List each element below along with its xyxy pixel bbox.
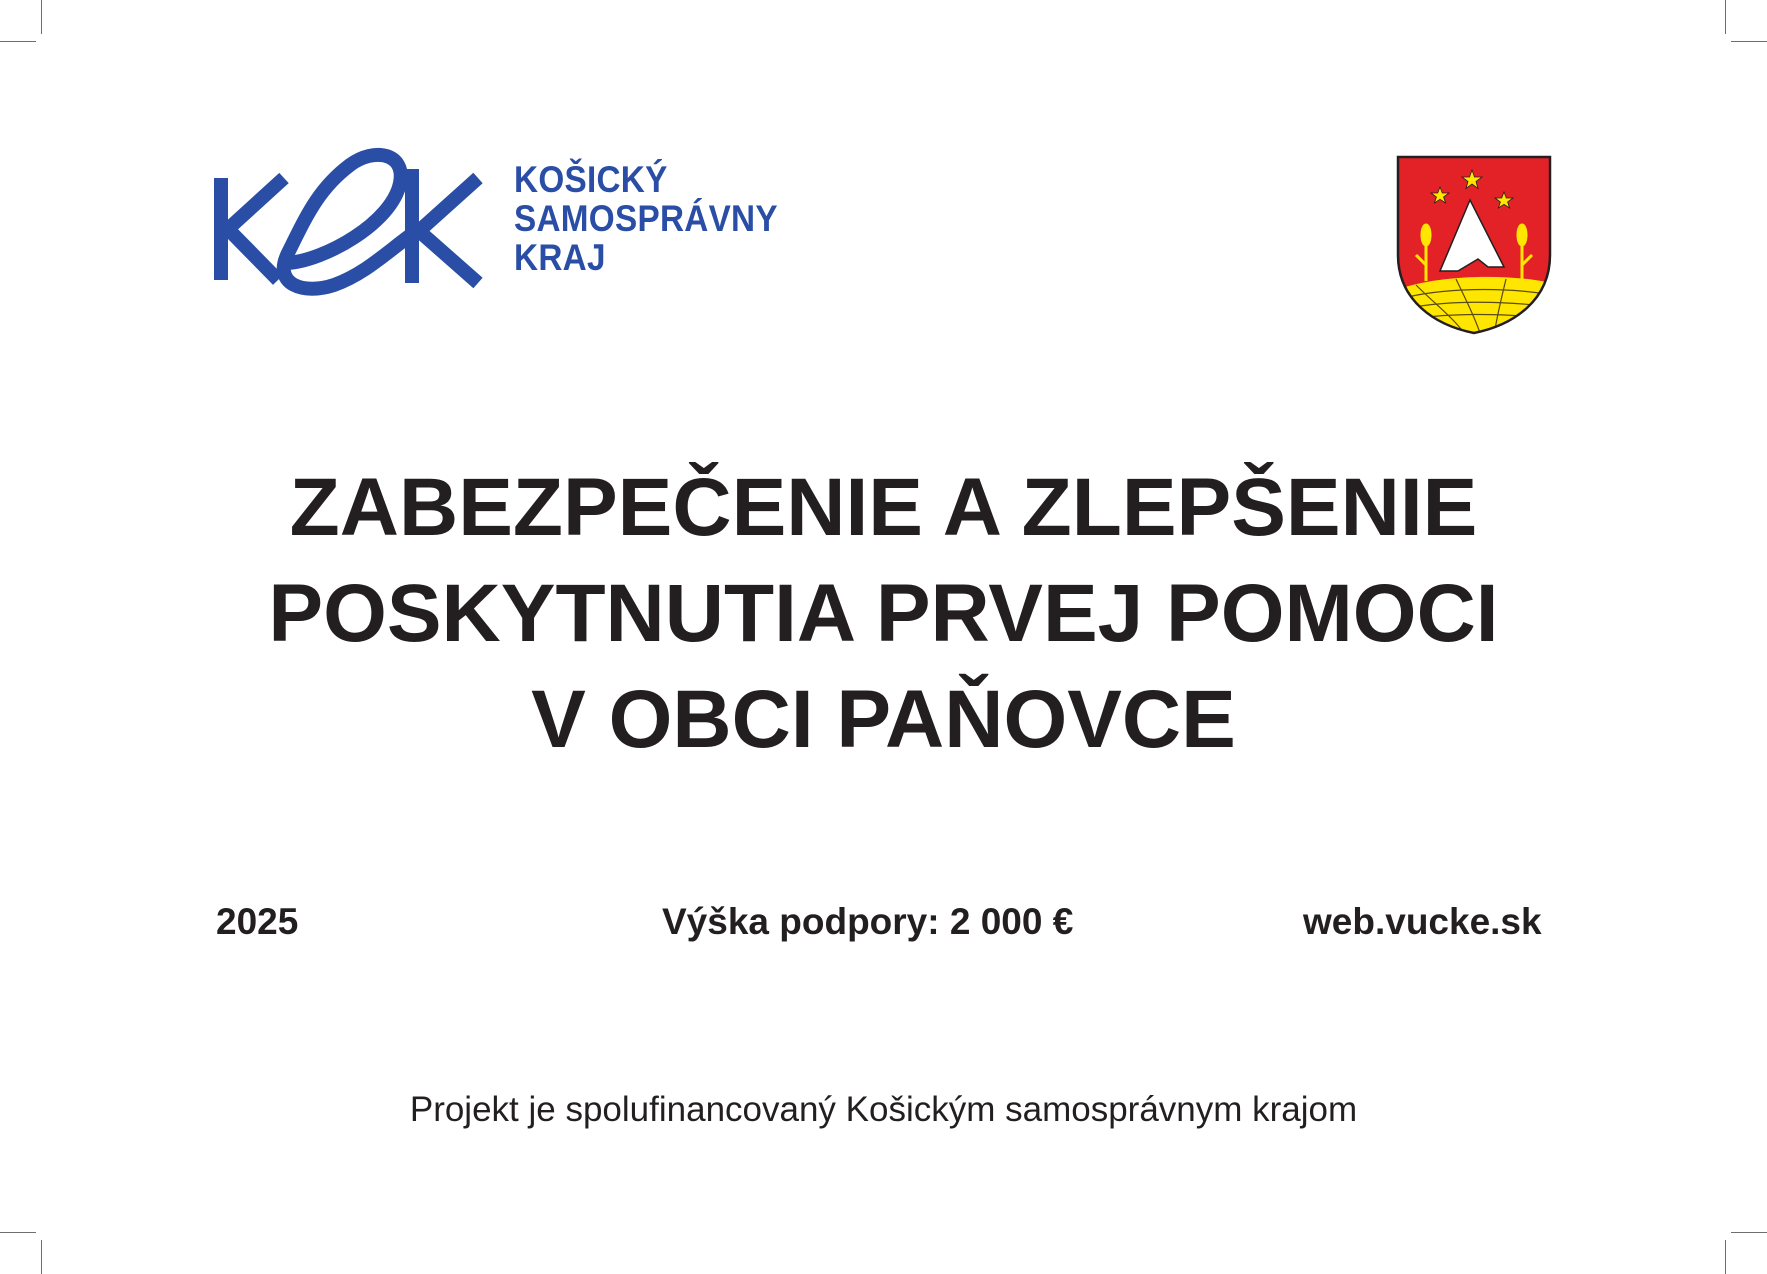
crop-mark [0,1232,36,1233]
crop-mark [1725,1240,1726,1274]
ksk-name [514,160,778,277]
page-title [0,455,1767,773]
crop-mark [41,0,42,34]
ksk-name-line: SAMOSPRÁVNY [514,198,778,239]
crop-mark [0,41,36,42]
title-line: ZABEZPEČENIE A ZLEPŠENIE [289,462,1478,553]
ksk-logo-icon [214,145,489,297]
crop-mark [1725,0,1726,34]
funding-note: Projekt je spolufinancovaný Košickým samosprávnym krajom [409,1090,1358,1129]
crop-mark [1731,41,1767,42]
ksk-name-line: KOŠICKÝ [514,159,668,200]
crop-mark [41,1240,42,1274]
title-line: POSKYTNUTIA PRVEJ POMOCI [268,568,1499,659]
support-amount: Výška podpory: 2 000 € [662,901,1074,942]
title-line: V OBCI PAŇOVCE [531,674,1236,765]
project-year: 2025 [216,901,299,942]
website-link[interactable]: web.vucke.sk [1303,901,1542,942]
crop-mark [1731,1232,1767,1233]
ksk-name-line: KRAJ [514,237,606,278]
coat-of-arms-icon [1396,155,1552,336]
